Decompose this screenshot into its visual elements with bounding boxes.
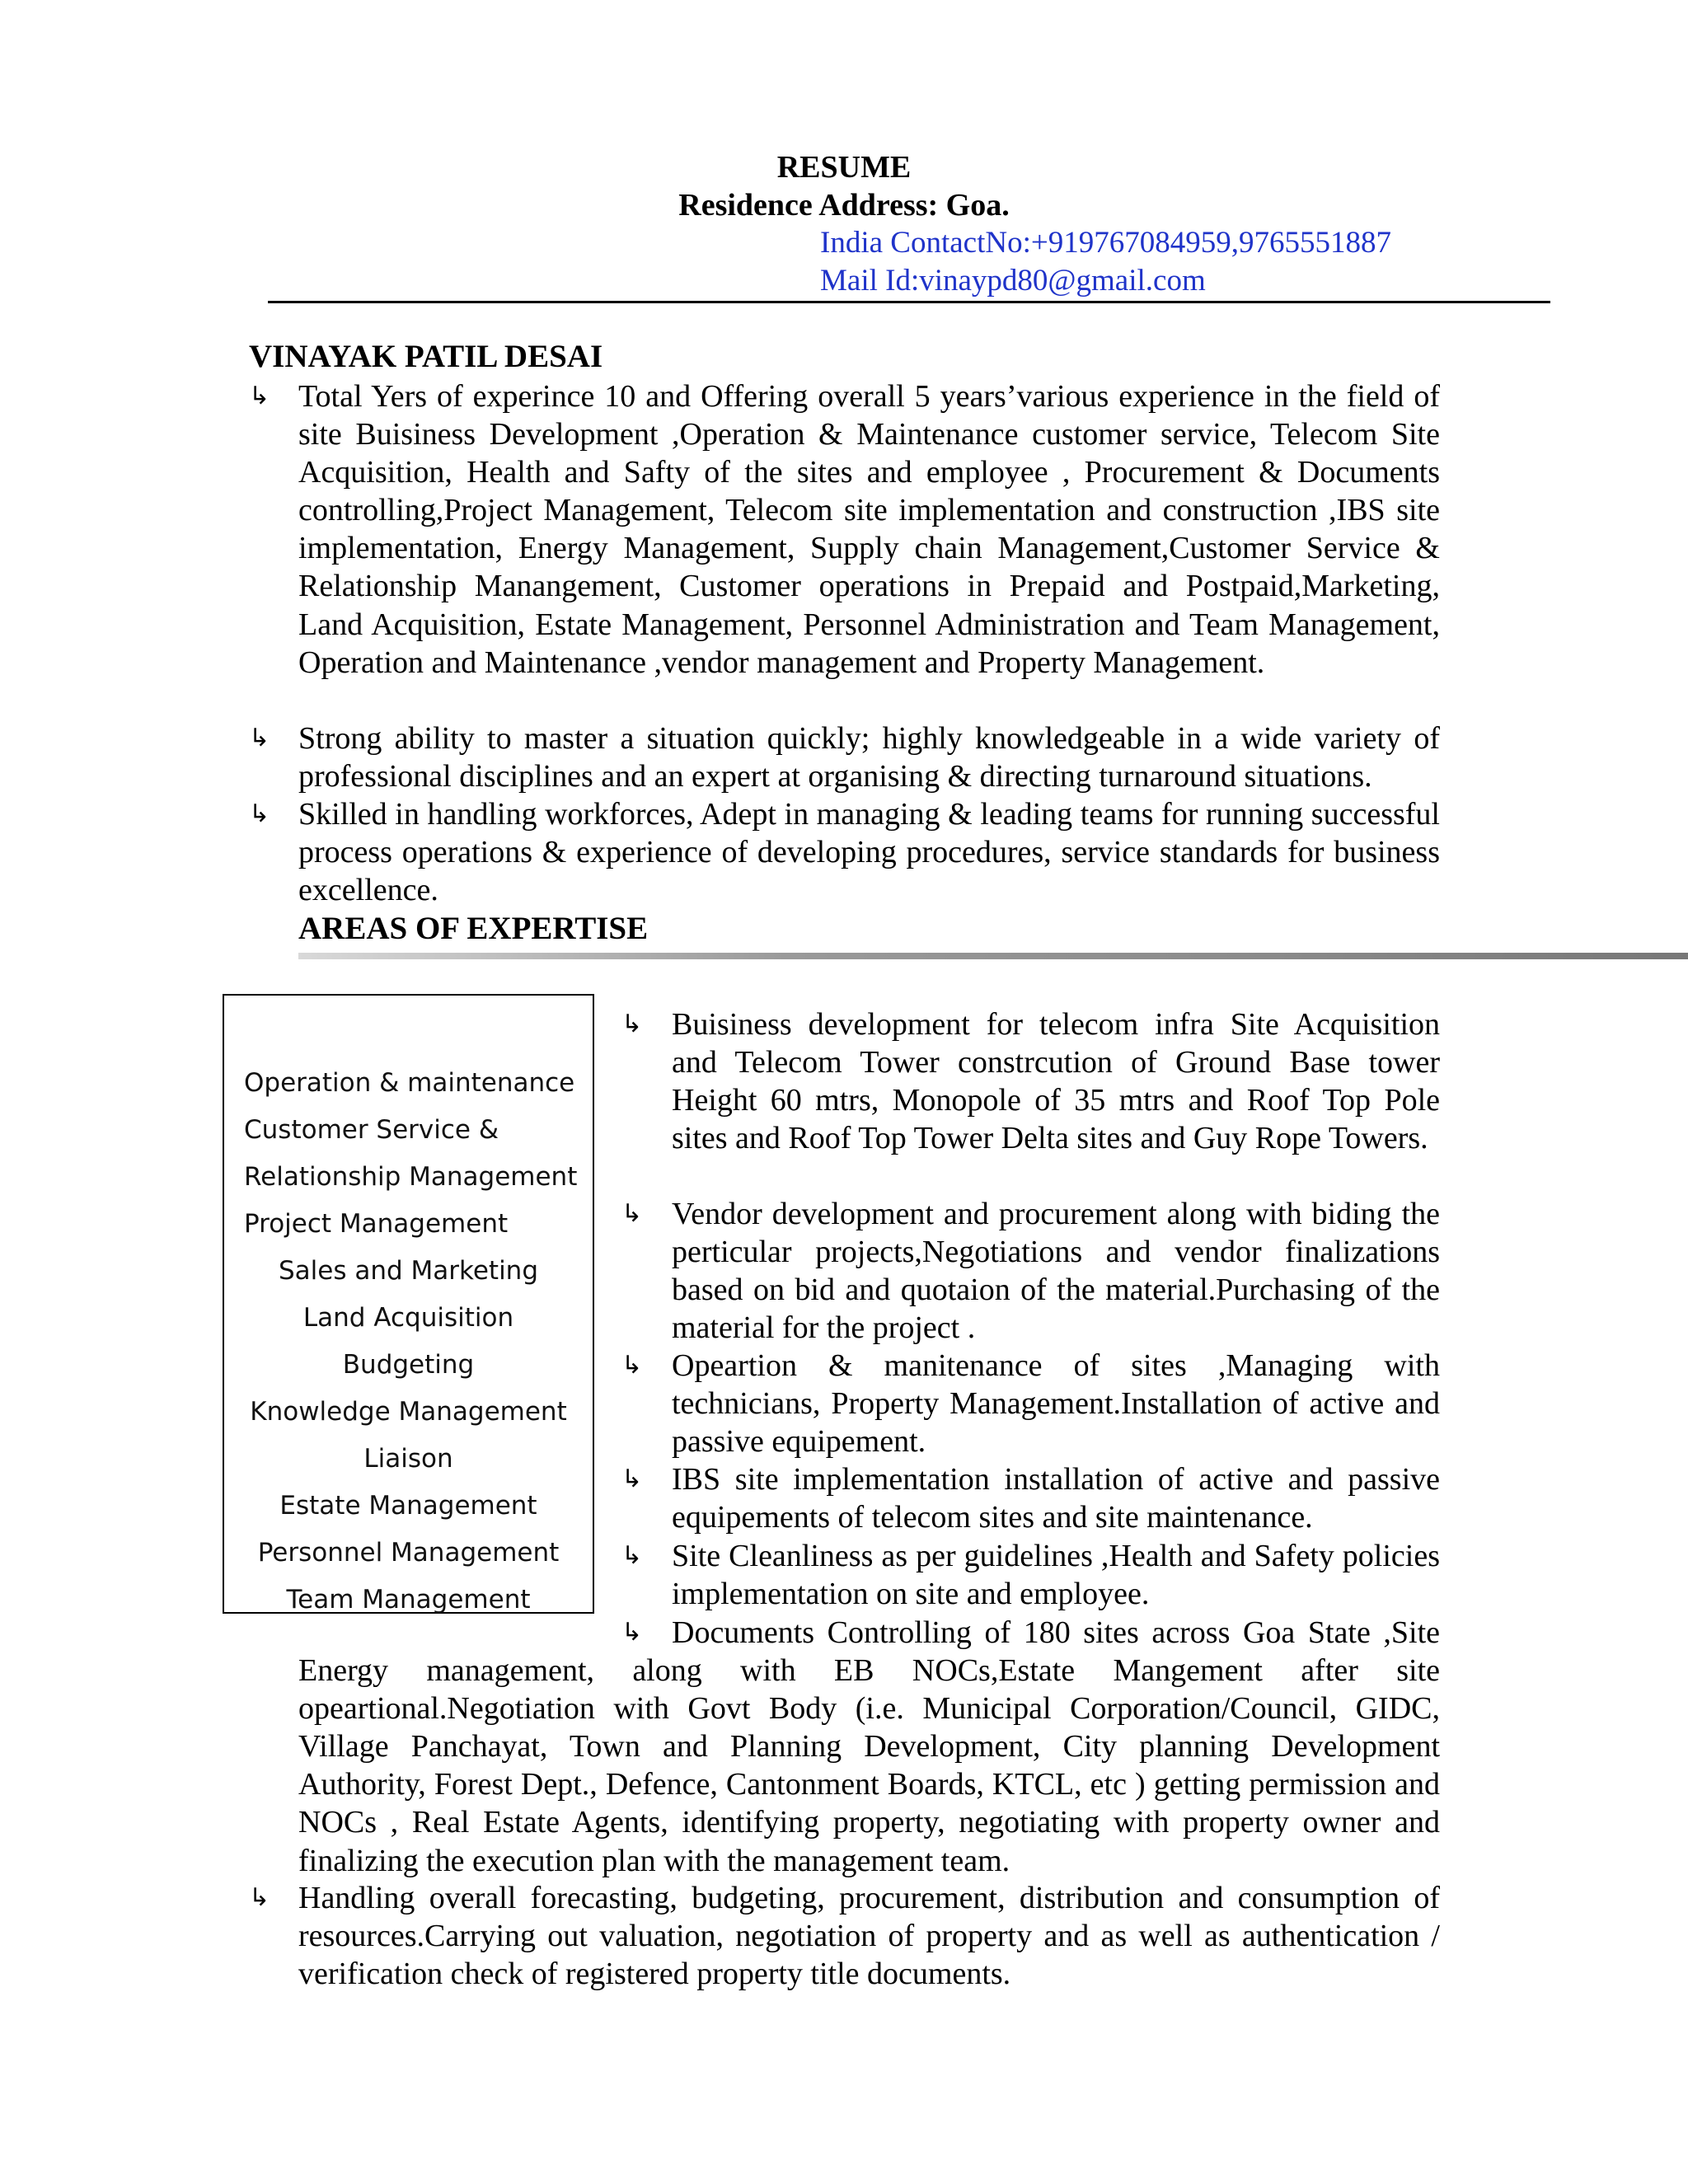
- skill-item: Relationship Management: [244, 1162, 578, 1192]
- skill-item: Budgeting: [342, 1350, 475, 1380]
- skill-item: Customer Service &: [244, 1115, 499, 1145]
- header-divider: [268, 301, 1550, 303]
- mail-id: Mail Id:vinaypd80@gmail.com: [820, 264, 1206, 298]
- resume-title: RESUME: [776, 150, 912, 185]
- expertise-item: IBS site implementation installation of active and passive equipements of telecom sites and site maintenance.: [672, 1462, 1440, 1535]
- expertise-item: Vendor development and procurement along with biding the perticular projects,Negotiations and vendor finalizations based on bid and quotaion of the material.Purchasing of the material for the project .: [672, 1197, 1440, 1346]
- expertise-heading: AREAS OF EXPERTISE: [298, 911, 649, 946]
- residence-address: Residence Address: Goa.: [678, 188, 1010, 223]
- skill-item: Personnel Management: [257, 1538, 560, 1568]
- skill-item: Team Management: [286, 1585, 531, 1614]
- expertise-item: Opeartion & manitenance of sites ,Managing with technicians, Property Management.Installation of active and passive equipement.: [672, 1348, 1440, 1460]
- expertise-item: Site Cleanliness as per guidelines ,Health and Safety policies implementation on site and employee.: [672, 1539, 1440, 1612]
- arrow-bullet-icon: ↳: [621, 1465, 643, 1493]
- arrow-bullet-icon: ↳: [621, 1541, 643, 1570]
- skill-item: Project Management: [244, 1209, 509, 1239]
- arrow-bullet-icon: ↳: [249, 1883, 270, 1912]
- summary-item: Skilled in handling workforces, Adept in managing & leading teams for running successful process operations & experience of developing procedures, service standards for business excellence.: [298, 797, 1440, 908]
- skill-item: Liaison: [363, 1444, 453, 1474]
- skill-item: Sales and Marketing: [278, 1256, 539, 1286]
- expertise-item: Documents Controlling of 180 sites across Goa State ,Site Energy management, along with EB NOCs,Estate Mangement after site opeartional.Negotiation with Govt Body (i.e. Municipal Corporation/Council, GIDC, Village Panchayat, Town and Planning Development, City planning Development Authority, Forest Dept., Defence, Cantonment Boards, KTCL, etc ) getting permission and NOCs , Real Estate Agents, identifying property, negotiating with property owner and finalizing the execution plan with the management team.: [298, 1615, 1440, 1878]
- expertise-item: Buisiness development for telecom infra Site Acquisition and Telecom Tower constrcution of Ground Base tower Height 60 mtrs, Monopole of 35 mtrs and Roof Top Pole sites and Roof Top Tower Delta sites and Guy Rope Towers.: [672, 1007, 1440, 1156]
- contact-number: India ContactNo:+919767084959,9765551887: [820, 226, 1391, 260]
- expertise-item: Handling overall forecasting, budgeting, procurement, distribution and consumption of resources.Carrying out valuation, negotiation of property and as well as authentication / verification check of registered property title documents.: [298, 1881, 1440, 1992]
- summary-item: Total Yers of experince 10 and Offering overall 5 years’various experience in the field of site Buisiness Development ,Operation & Maintenance customer service, Telecom Site Acquisition, Health and Safty of the sites and employee , Procurement & Documents controlling,Project Management, Telecom site implementation and construction ,IBS site implementation, Energy Management, Supply chain Management,Customer Service & Relationship Manangement, Customer operations in Prepaid and Postpaid,Marketing, Land Acquisition, Estate Management, Personnel Administration and Team Management, Operation and Maintenance ,vendor management and Property Management.: [298, 379, 1440, 680]
- arrow-bullet-icon: ↳: [621, 1618, 643, 1647]
- skill-item: Operation & maintenance: [244, 1068, 575, 1098]
- arrow-bullet-icon: ↳: [621, 1010, 643, 1038]
- arrow-bullet-icon: ↳: [621, 1199, 643, 1228]
- arrow-bullet-icon: ↳: [249, 799, 270, 828]
- skill-item: Land Acquisition: [302, 1303, 514, 1333]
- skill-item: Estate Management: [279, 1491, 537, 1521]
- skills-box: [223, 994, 594, 1614]
- skill-item: Knowledge Management: [250, 1397, 567, 1427]
- arrow-bullet-icon: ↳: [621, 1351, 643, 1380]
- expertise-divider: [298, 953, 1688, 959]
- arrow-bullet-icon: ↳: [249, 724, 270, 752]
- summary-item: Strong ability to master a situation quickly; highly knowledgeable in a wide variety of professional disciplines and an expert at organising & directing turnaround situations.: [298, 721, 1440, 794]
- arrow-bullet-icon: ↳: [249, 382, 270, 410]
- candidate-name: VINAYAK PATIL DESAI: [249, 339, 603, 374]
